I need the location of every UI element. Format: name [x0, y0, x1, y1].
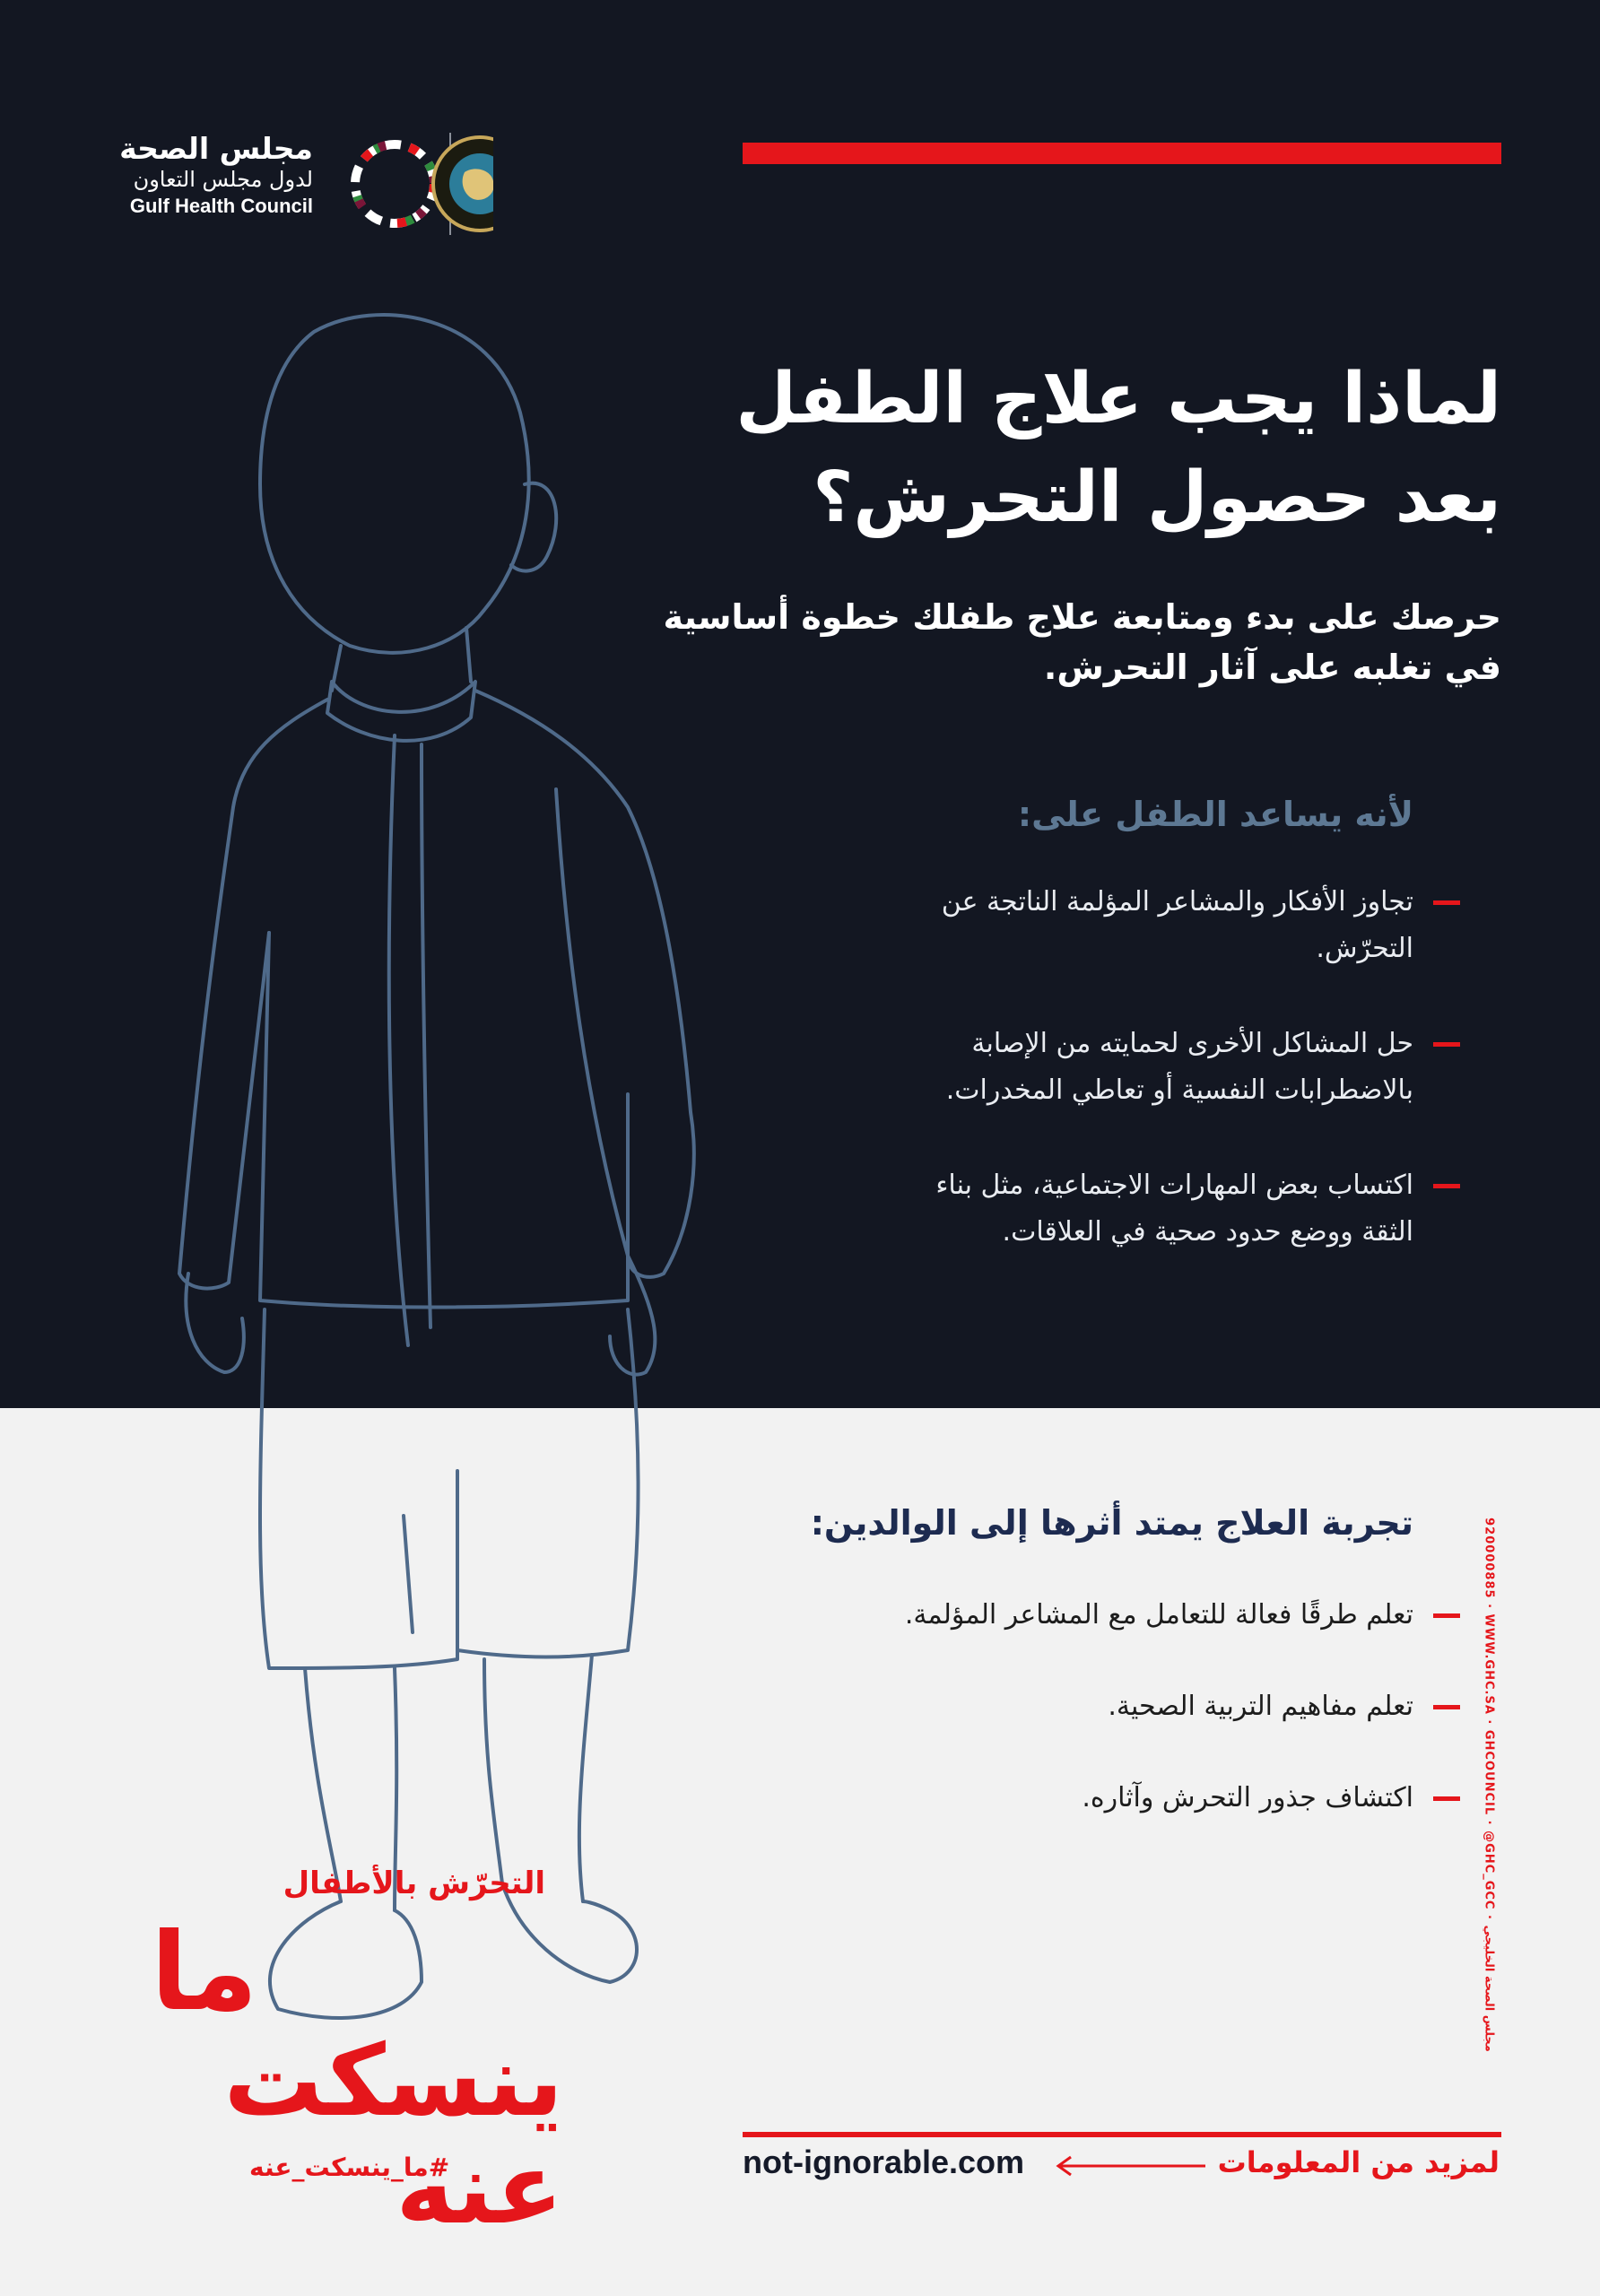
page-title: لماذا يجب علاج الطفل بعد حصول التحرش؟	[735, 359, 1501, 538]
bullet-dash-icon	[1433, 1796, 1460, 1801]
list-item-text: اكتشاف جذور التحرش وآثاره.	[1082, 1782, 1413, 1813]
stamp-big-text-2: ينسكت عنه	[223, 2023, 563, 2246]
footer-accent-line	[743, 2132, 1501, 2137]
org-name-en: Gulf Health Council	[129, 195, 313, 217]
org-sub-ar: لدول مجلس التعاون	[133, 167, 313, 192]
child-section-heading: لأنه يساعد الطفل على:	[1017, 795, 1413, 834]
campaign-stamp	[97, 1857, 563, 2246]
list-item	[786, 1683, 1413, 1730]
list-item-text: تعلم مفاهيم التربية الصحية.	[1108, 1691, 1413, 1722]
footer-cta: لمزيد من المعلومات	[1217, 2145, 1500, 2179]
parents-section-heading: تجربة العلاج يمتد أثرها إلى الوالدين:	[810, 1503, 1413, 1543]
list-item	[911, 879, 1413, 972]
footer-url-link[interactable]: not-ignorable.com	[743, 2144, 1024, 2180]
stamp-big-text-1: ما	[151, 1910, 258, 2035]
bullet-dash-icon	[1433, 1184, 1460, 1188]
org-name-block	[80, 132, 313, 220]
intro-text: حرصك على بدء ومتابعة علاج طفلك خطوة أساسية في تغلبه على آثار التحرش.	[663, 597, 1501, 687]
list-item	[786, 1775, 1413, 1822]
child-outline-illustration	[161, 305, 753, 2090]
campaign-hashtag: #ما_ينسكت_عنه	[249, 2152, 450, 2182]
org-name-ar: مجلس الصحة	[119, 131, 313, 166]
child-benefits-list	[911, 879, 1413, 1304]
bullet-dash-icon	[1433, 900, 1460, 905]
top-accent-bar	[743, 143, 1501, 164]
list-item-text: اكتساب بعض المهارات الاجتماعية، مثل بناء الثقة ووضع حدود صحية في العلاقات.	[935, 1170, 1413, 1248]
bullet-dash-icon	[1433, 1705, 1460, 1709]
list-item	[786, 1592, 1413, 1639]
parents-benefits-list	[786, 1592, 1413, 1866]
ghc-star-flags-icon	[355, 144, 434, 223]
list-item	[911, 1021, 1413, 1114]
list-item-text: تعلم طرقًا فعالة للتعامل مع المشاعر المؤلمة.	[904, 1599, 1413, 1631]
arrow-left-icon	[1055, 2152, 1207, 2179]
list-item-text: تجاوز الأفكار والمشاعر المؤلمة الناتجة عن التحرّش.	[941, 886, 1413, 964]
list-item	[911, 1162, 1413, 1256]
gcc-emblem-icon	[433, 137, 493, 230]
bullet-dash-icon	[1433, 1042, 1460, 1047]
contact-sidebar	[1462, 1498, 1516, 2072]
contact-text: 920000885 · WWW.GHC.SA · GHCOUNCIL · @GHC_GCC · مجلس الصحة الخليجي	[1482, 1518, 1496, 2052]
bullet-dash-icon	[1433, 1613, 1460, 1618]
stamp-top-text: التحرّش بالأطفال	[283, 1866, 545, 1901]
list-item-text: حل المشاكل الأخرى لحمايته من الإصابة بالاضطرابات النفسية أو تعاطي المخدرات.	[945, 1028, 1413, 1106]
